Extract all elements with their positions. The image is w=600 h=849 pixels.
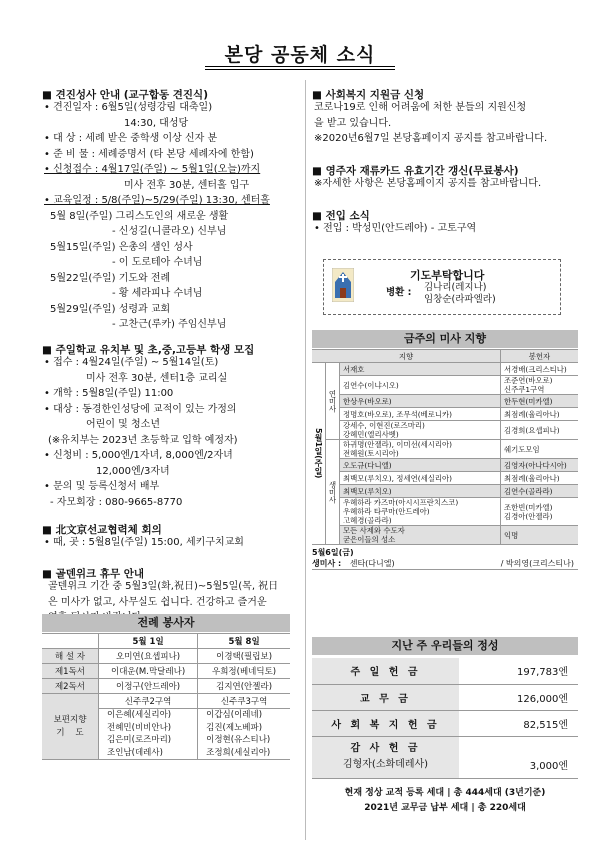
- sunday-school-line: • 접수 : 4월24일(주일) ~ 5월14일(토): [44, 357, 219, 368]
- offerer-cell: 김경희(요셉피나): [500, 421, 578, 440]
- group-dead-label: 연미사: [326, 363, 340, 440]
- intent-cell: 우혜하라 카즈마(아시시프란치스코) 우혜하라 타쿠마(안드레아) 고혜경(골라라): [340, 498, 501, 526]
- transfer-heading: ■ 전입 소식: [312, 210, 370, 222]
- mass-table-wrap: [312, 349, 578, 570]
- prayer-names-cell: [198, 709, 290, 760]
- residence-heading: ■ 영주자 재류카드 유효기간 갱신(무료봉사): [312, 165, 519, 177]
- intent-cell: 오도규(다니엘): [340, 459, 501, 472]
- confirmation-line: - 신성길(니콜라오) 신부님: [112, 226, 227, 237]
- prayer-name: 이은혜(세실리아): [107, 710, 172, 720]
- intent-cell: 한상우(바오로): [340, 395, 501, 408]
- confirmation-line: • 대 상 : 세례 받은 중학생 이상 신자 분: [44, 133, 218, 144]
- thanks-name: 김형자(소화데레사): [342, 759, 429, 770]
- confirmation-line: 미사 전후 30분, 센터홀 입구: [124, 179, 250, 191]
- offerer-cell: 한두현(미카엘): [500, 395, 578, 408]
- volunteer-cell: 김지연(안젤라): [198, 679, 290, 694]
- offering-value: 126,000엔: [459, 684, 578, 710]
- offerer-cell: 조한빈(미카엘) 김경아(안젤라): [500, 498, 578, 526]
- residence-line: ※자세한 사항은 본당홈페이지 공지를 참고바랍니다.: [314, 178, 542, 189]
- sunday-school-line: (※유치부는 2023년 초등학교 입학 예정자): [48, 434, 238, 446]
- volunteers-table: [42, 633, 290, 760]
- confirmation-line: 5월29일(주일) 성령과 교회: [50, 303, 171, 315]
- sunday-school-line: 미사 전후 30분, 센터1층 교리실: [86, 372, 228, 384]
- extra-mass-label: 생미사 :: [312, 559, 342, 568]
- prayer-name: 김진(제노베파): [206, 722, 263, 733]
- volunteer-cell: 오미연(요셉피나): [99, 649, 198, 664]
- intent-cell: 최백모(루치오), 정세연(세실리아): [340, 472, 501, 485]
- welfare-body: [314, 100, 547, 147]
- offerings-table-wrap: [312, 658, 578, 816]
- title-underline: [205, 66, 395, 67]
- sunday-school-line: • 대상 : 동경한인성당에 교적이 있는 가정의: [44, 403, 237, 415]
- volunteers-table-wrap: [42, 633, 290, 760]
- offerer-cell: 서경배(크리스티나): [500, 363, 578, 376]
- offering-value: 197,783엔: [459, 658, 578, 684]
- extra-mass-offerer: / 박의영(크리스티나): [500, 559, 574, 568]
- page-title-wrap: [205, 40, 395, 67]
- offerer-cell: 최점례(율리아나): [500, 408, 578, 421]
- church-icon: [332, 268, 354, 302]
- volunteer-cell: 이대운(M.막달레나): [99, 664, 198, 679]
- confirmation-body: [44, 100, 270, 333]
- group-cell: 신주쿠2구역: [99, 694, 198, 709]
- prayer-request-box: [323, 259, 561, 315]
- prayer-request-title: 기도부탁합니다: [410, 269, 485, 282]
- confirmation-line: - 고찬근(루카) 주임신부님: [112, 319, 227, 330]
- title-underline-2: [205, 69, 395, 70]
- intent-cell: 서재호: [340, 363, 501, 376]
- confirmation-line: 5월22일(주일) 기도와 전례: [50, 272, 171, 284]
- prayer-request-name: 임창순(라파엘라): [424, 294, 496, 305]
- volunteer-cell: 이경택(필립보): [198, 649, 290, 664]
- prayer-name: 조정희(세실리아): [206, 747, 271, 758]
- offerer-cell: 김연수(골라라): [500, 485, 578, 498]
- offering-label: 주 일 헌 금: [312, 658, 459, 684]
- prayer-name: 이갑심(이레네): [206, 710, 263, 720]
- prayer-names-cell: [99, 709, 198, 760]
- sunday-school-body: [44, 355, 238, 510]
- role-cell: 보편지향 기 도: [42, 694, 99, 760]
- prayer-name: 전혜민(비비안나): [107, 722, 172, 733]
- intent-cell: 하귀명(안젤라), 이미선(세시리아) 전혜원(토시리아): [340, 440, 501, 459]
- prayer-name: 조인남(데레사): [107, 747, 163, 758]
- col-header-intent: 지향: [312, 350, 500, 363]
- sunday-school-line: - 자모회장 : 080-9665-8770: [50, 496, 183, 508]
- confirmation-heading: ■ 견진성사 안내 (교구합동 견진식): [42, 89, 208, 101]
- thanks-cell: [312, 736, 459, 778]
- volunteer-cell: 우희정(베네딕토): [198, 664, 290, 679]
- offerer-cell: 최점례(율리아나): [500, 472, 578, 485]
- sunday-school-line: • 신청비 : 5,000엔/1자녀, 8,000엔/2자녀: [44, 450, 233, 461]
- intent-cell: 강세수, 이현진(로즈마리) 강혜민(엘리사벳): [340, 421, 501, 440]
- extra-mass-intent: 센타(다니엘): [349, 559, 395, 568]
- volunteer-cell: 이정구(안드레아): [99, 679, 198, 694]
- offering-label: 교 무 금: [312, 684, 459, 710]
- welfare-line: ※2020년6월7일 본당홈페이지 공지를 참고바랍니다.: [314, 133, 548, 144]
- mass-date-label: 5월1일(주일): [312, 363, 326, 545]
- group-cell: 신주쿠3구역: [198, 694, 290, 709]
- prayer-name: 이정현(유스티나): [206, 735, 271, 745]
- golden-week-line: 은 미사가 없고, 사무실도 쉽니다. 건강하고 즐거운: [48, 596, 267, 608]
- extra-mass-row: [312, 558, 578, 570]
- offerer-cell: 익명: [500, 526, 578, 545]
- confirmation-line: 5월15일(주일) 은총의 샘인 성사: [50, 241, 193, 253]
- meeting-line: • 때, 곳 : 5월8일(주일) 15:00, 세키구치교회: [44, 537, 244, 548]
- golden-week-heading: ■ 골덴위크 휴무 안내: [42, 568, 145, 580]
- prayer-name: 김은미(로즈마리): [107, 735, 172, 745]
- confirmation-line: 14:30, 대성당: [124, 117, 189, 129]
- confirmation-line: 5월 8일(주일) 그리스도인의 새로운 생활: [50, 210, 229, 222]
- confirmation-line: • 준 비 물 : 세례증명서 (타 본당 세례자에 한함): [44, 148, 254, 160]
- thanks-value: 3,000엔: [459, 736, 578, 778]
- extra-date: 5월6일(금): [312, 548, 354, 557]
- offering-label: 사 회 복 지 헌 금: [312, 710, 459, 736]
- volunteers-heading: 전례 봉사자: [42, 614, 290, 632]
- welfare-line: 을 받고 있습니다.: [314, 117, 392, 129]
- offerer-cell: 쉐기도모임: [500, 440, 578, 459]
- offerer-cell: 조준연(바오로) 신주쿠1구역: [500, 376, 578, 395]
- intent-cell: 김연수(이냐시오): [340, 376, 501, 395]
- sunday-school-line: 어린이 및 청소년: [86, 419, 160, 430]
- confirmation-line: • 신청접수 : 4월17일(주일) ~ 5월1일(오늘)까지: [44, 164, 261, 175]
- sunday-school-heading: ■ 주일학교 유치부 및 초,중,고등부 학생 모집: [42, 344, 255, 356]
- offerer-cell: 김영자(아나다시아): [500, 459, 578, 472]
- corner-cell: [42, 634, 99, 649]
- intent-cell: 정명호(바오로), 조무석(베로니카): [340, 408, 501, 421]
- sunday-school-line: • 개학 : 5월8일(주일) 11:00: [44, 388, 174, 399]
- intent-cell: 모든 사제와 수도자 굳은이들의 성소: [340, 526, 501, 545]
- role-cell: 제2독서: [42, 679, 99, 694]
- mass-intentions-heading: 금주의 미사 지향: [312, 330, 578, 348]
- prayer-request-label: 병환 :: [386, 287, 412, 298]
- confirmation-line: • 교육일정 : 5/8(주일)~5/29(주일) 13:30, 센터홀: [44, 195, 270, 206]
- page-title: 본당 공동체 소식: [224, 44, 376, 66]
- transfer-line: • 전입 : 박성민(안드레아) - 고토구역: [314, 223, 477, 234]
- welfare-heading: ■ 사회복지 지원금 신청: [312, 89, 425, 101]
- golden-week-line: 골덴위크 기간 중 5월3일(화,祝日)~5월5일(목, 祝日: [48, 581, 279, 592]
- summary-line: 2021년 교무금 납부 세대 | 총 220세대: [364, 802, 526, 813]
- offering-value: 82,515엔: [459, 710, 578, 736]
- sunday-school-line: 12,000엔/3자녀: [96, 465, 170, 477]
- offerings-table: [312, 658, 578, 779]
- confirmation-line: - 황 세라피나 수녀님: [112, 288, 203, 299]
- prayer-request-names: [424, 282, 496, 306]
- role-cell: 해 설 자: [42, 649, 99, 664]
- confirmation-line: • 견진일자 : 6월5일(성령강림 대축일): [44, 102, 213, 113]
- mass-table: [312, 349, 578, 545]
- offerings-heading: 지난 주 우리들의 정성: [312, 637, 578, 655]
- prayer-request-name: 김나리(레지나): [424, 282, 487, 293]
- sunday-school-line: • 문의 및 등록신청서 배부: [44, 481, 160, 492]
- intent-cell: 최백모(루치오): [340, 485, 501, 498]
- meeting-heading: ■ 北文京선교협력체 회의: [42, 524, 162, 536]
- summary-line: 현재 정상 교적 등록 세대 | 총 444세대 (3년기준): [344, 787, 546, 798]
- col-header: 5월 1일: [99, 634, 198, 649]
- offerings-summary: [312, 786, 578, 816]
- role-cell: 제1독서: [42, 664, 99, 679]
- col-header: 5월 8일: [198, 634, 290, 649]
- thanks-label: 감 사 헌 금: [350, 743, 421, 754]
- column-divider: [305, 80, 306, 840]
- welfare-line: 코로나19로 인해 어려움에 처한 분들의 지원신청: [314, 102, 527, 113]
- col-header-offerer: 봉헌자: [500, 350, 578, 363]
- confirmation-line: - 이 도로테아 수녀님: [112, 257, 203, 268]
- group-live-label: 생미사: [326, 440, 340, 545]
